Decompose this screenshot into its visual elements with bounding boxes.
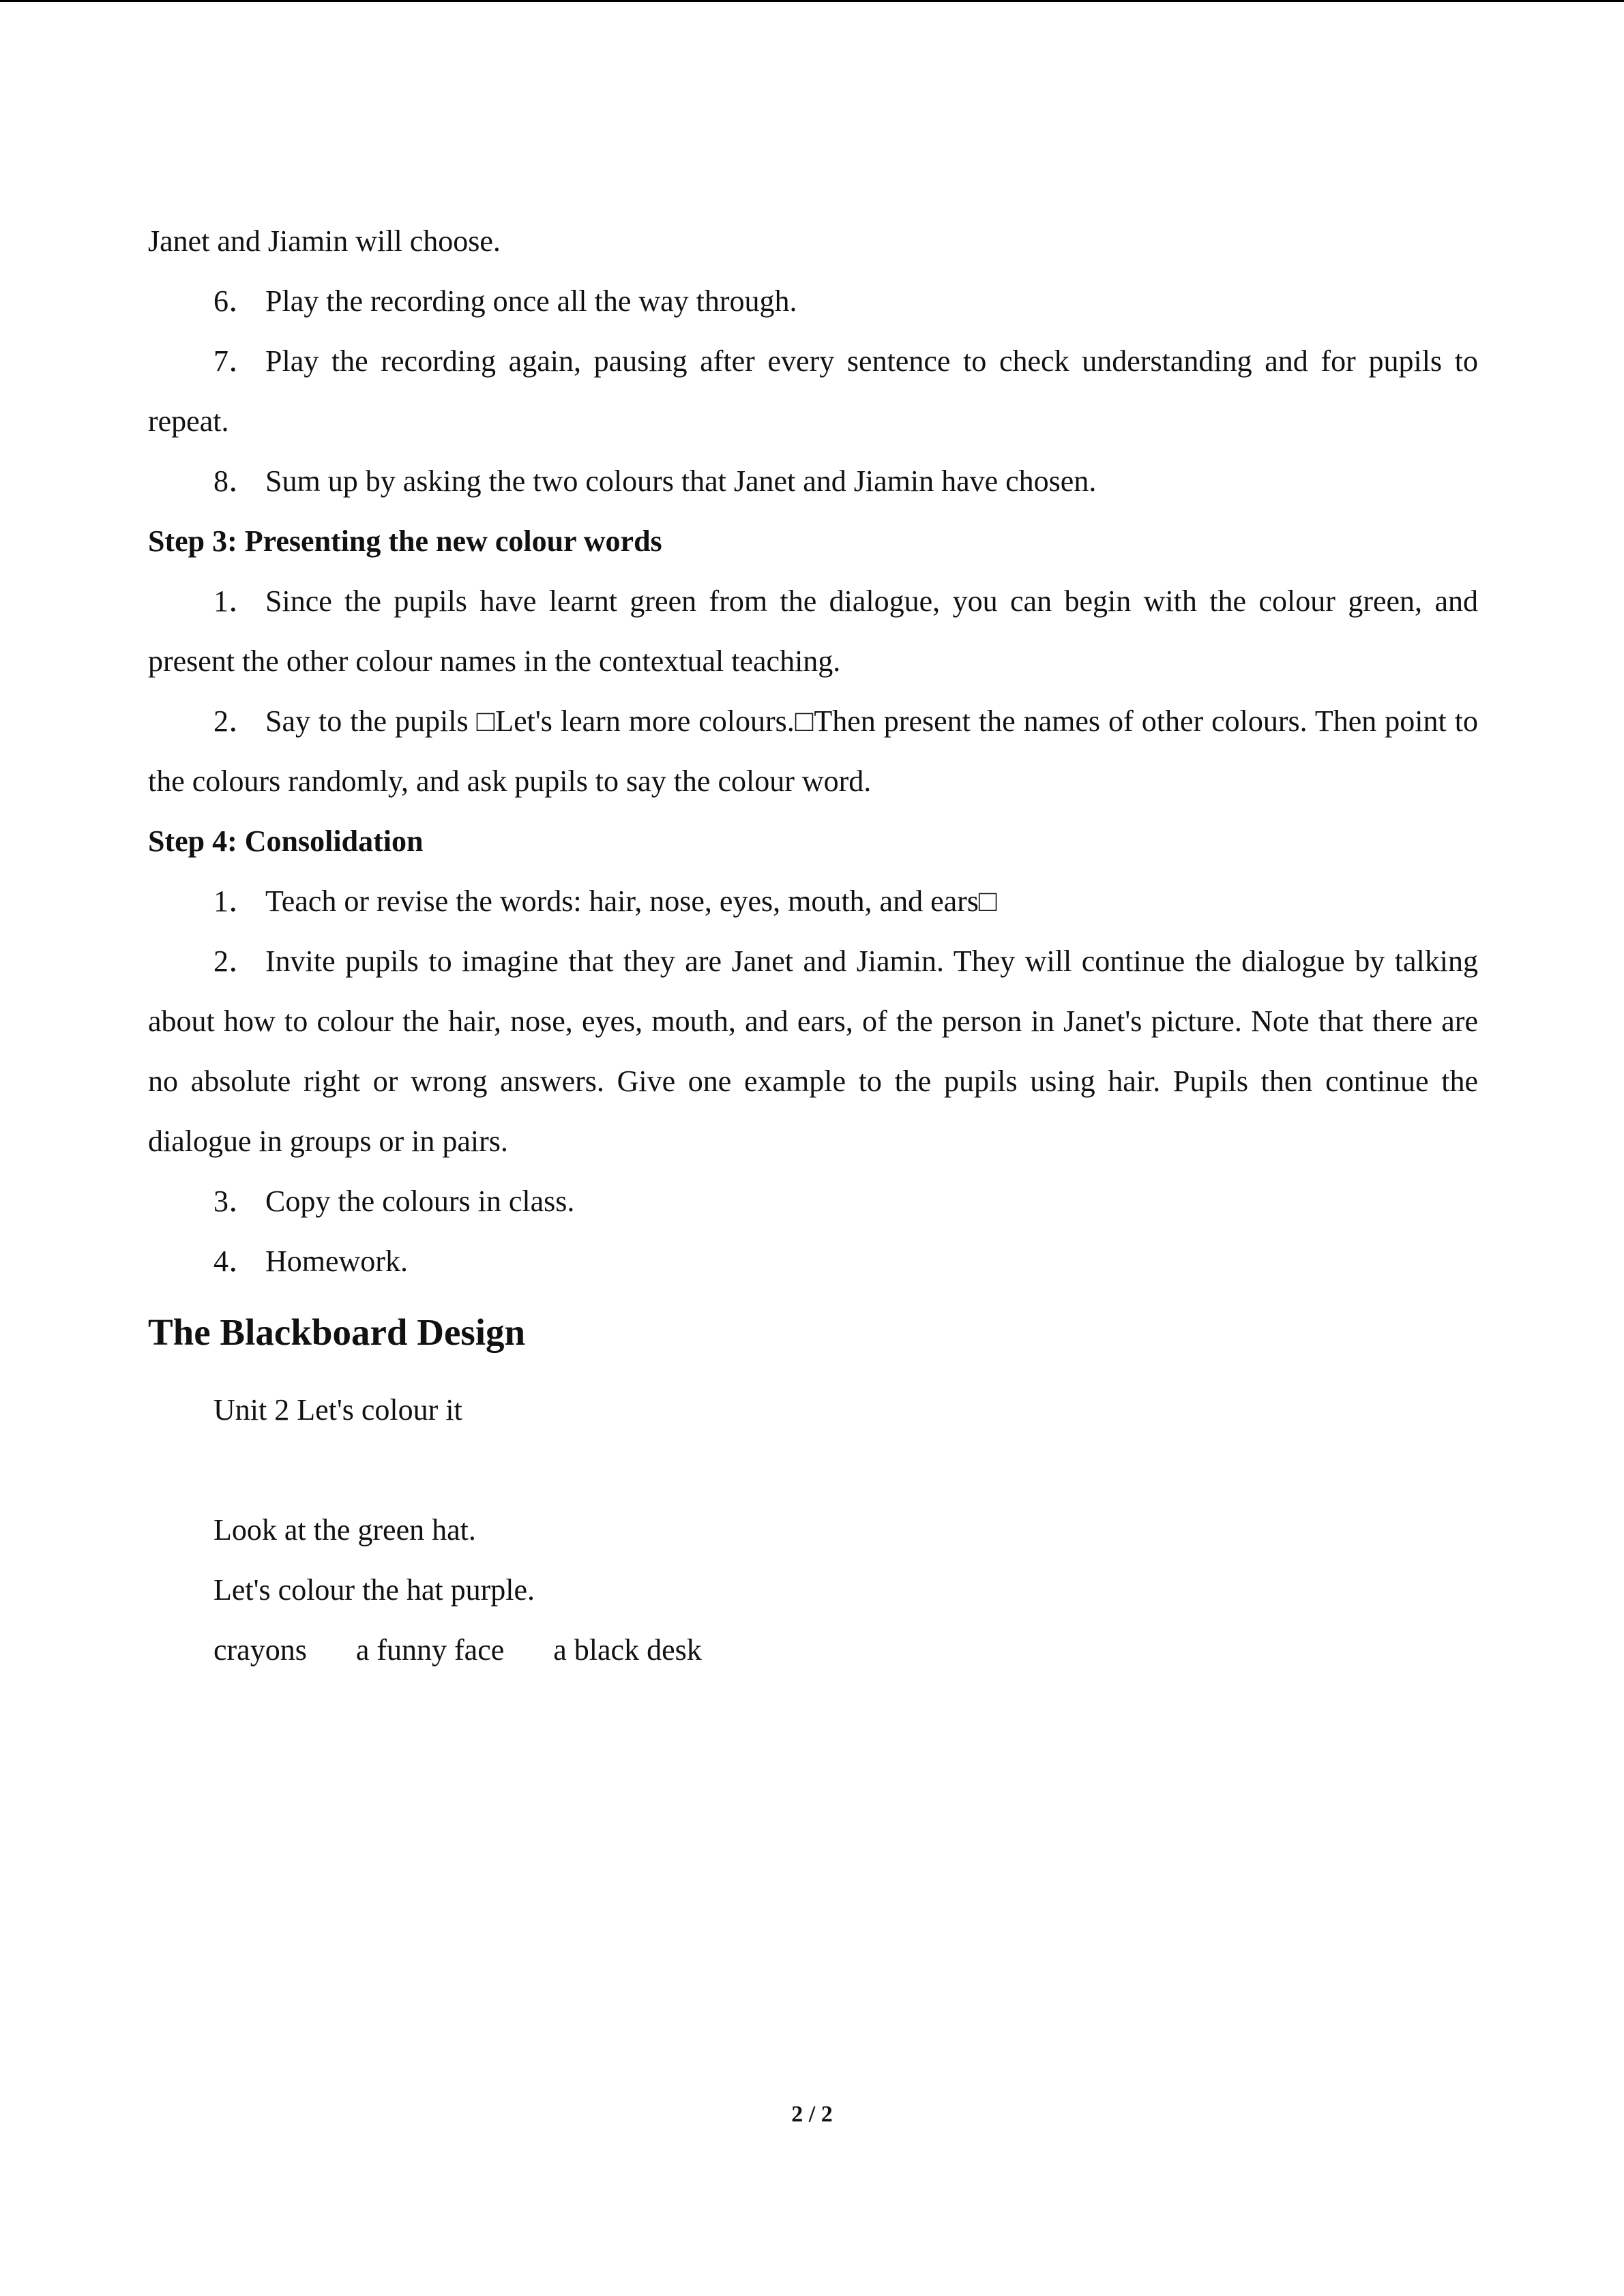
blackboard-line-1: Look at the green hat. (213, 1513, 476, 1547)
step4-item-1 (148, 871, 1478, 931)
step4-item-3 (148, 1172, 1478, 1232)
item-number: 6． (213, 284, 259, 318)
item-text: Say to the pupils □Let's learn more colours.□Then present the names of other colours. Then point to the colours randomly, and ask pupils to say the colour word. (148, 704, 1478, 798)
blackboard-word: a funny face (355, 1633, 505, 1667)
item-number: 8． (213, 464, 259, 498)
blackboard-words-row (148, 1620, 1478, 1680)
item-text: Sum up by asking the two colours that Janet and Jiamin have chosen. (265, 464, 1097, 498)
blackboard-word: a black desk (553, 1633, 702, 1667)
item-number: 3． (213, 1184, 259, 1218)
item-text: Since the pupils have learnt green from the dialogue, you can begin with the colour green, and present the other colour names in the contextual teaching. (148, 584, 1478, 678)
blackboard-word: crayons (213, 1633, 307, 1667)
top-border-line (0, 0, 1624, 2)
page-number: 2 / 2 (791, 2102, 833, 2127)
item-text: Copy the colours in class. (265, 1184, 575, 1218)
item-text: Invite pupils to imagine that they are Janet and Jiamin. They will continue the dialogue by talking about how to colour the hair, nose, eyes, mouth, and ears, of the person in Janet's picture. Note that there are no absolute right or wrong answers. Give one example to the pupils using hair. Pupils then continue the dialogue in groups or in pairs. (148, 944, 1478, 1158)
item-text: Teach or revise the words: hair, nose, eyes, mouth, and ears□ (265, 884, 997, 918)
step4-item-4 (148, 1232, 1478, 1292)
step2-item-6 (148, 271, 1478, 331)
document-page (148, 211, 1478, 1680)
step2-item-7 (148, 331, 1478, 451)
item-number: 7． (213, 344, 259, 378)
step2-item-8 (148, 451, 1478, 511)
item-text: Homework. (265, 1244, 408, 1278)
intro-continuation: Janet and Jiamin will choose. (148, 224, 501, 258)
blackboard-spacer (148, 1440, 1478, 1500)
blackboard-line-2: Let's colour the hat purple. (213, 1573, 535, 1607)
blackboard-unit-title: Unit 2 Let's colour it (213, 1393, 462, 1427)
item-number: 2． (213, 704, 259, 738)
step3-item-1 (148, 571, 1478, 691)
step4-item-2 (148, 931, 1478, 1172)
item-number: 1． (213, 884, 259, 918)
blackboard-design-heading: The Blackboard Design (148, 1311, 526, 1353)
step4-heading: Step 4: Consolidation (148, 824, 424, 858)
item-text: Play the recording again, pausing after every sentence to check understanding and for pupils to repeat. (148, 344, 1478, 438)
step3-heading: Step 3: Presenting the new colour words (148, 524, 662, 558)
item-text: Play the recording once all the way through. (265, 284, 797, 318)
item-number: 4． (213, 1244, 259, 1278)
step3-item-2 (148, 691, 1478, 811)
item-number: 1． (213, 584, 259, 618)
item-number: 2． (213, 944, 259, 978)
